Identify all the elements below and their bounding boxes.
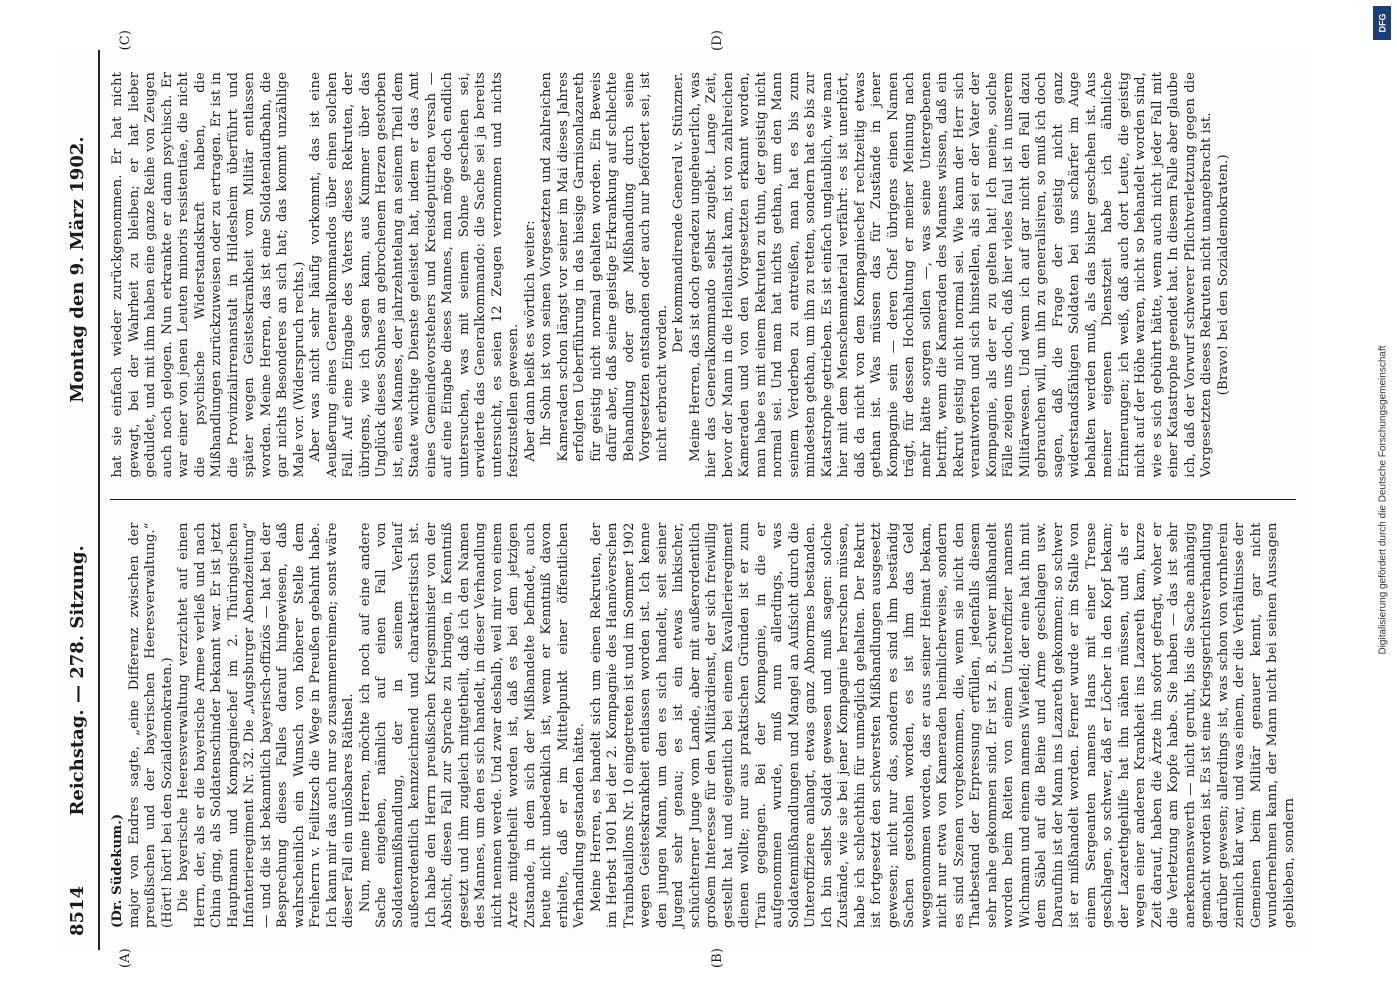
paragraph: Meine Herren, es handelt sich um einen Rekruten, der im Herbst 1901 bei der 2. Kompagnie des Hannöverschen Trainbataillons Nr. 10 eingetreten ist und im Sommer 1902 wegen Geisteskrankheit entlassen worden ist. Ich kenne den jungen Mann, um den es sich handelt, seit seiner Jugend sehr genau; es ist ein etwas linkischer, schüchterner Junge vom Lande, aber mit außerordentlich großem Interesse für den Militärdienst, der sich freiwillig gestellt hat und eigentlich bei einem Kavallerieregiment dienen wollte; nur aus praktischen Gründen ist er zum Train gegangen. Bei der Kompagnie, in die er aufgenommen wurde, muß nun allerdings, was Soldatenmißhandlungen und Mangel an Aufsicht durch die Unteroffiziere anlangt, etwas ganz Abnormes bestanden. Ich bin selbst Soldat gewesen und muß sagen: solche Zustände, wie sie bei jener Kompagnie herrschen müssen, habe ich schlechthin für unmöglich gehalten. Der Rekrut ist fortgesetzt den schwersten Mißhandlungen ausgesetzt gewesen; nicht nur das, sondern es sind ihm beständig Sachen gestohlen worden, es ist ihm das Geld weggenommen worden, das er aus seiner Heimat bekam, nicht nur etwa von Kameraden heimlicherweise, sondern es sind Szenen vorgekommen, die, wenn sie nicht den Thatbestand der Erpressung erfüllen, jedenfalls diesem sehr nahe gekommen sind. Er ist z. B. schwer mißhandelt worden beim Reiten von einem Unteroffizier namens Wichmann und einem namens Wiefeld; der eine hat ihn mit dem Säbel auf die Beine und Arme geschlagen usw. Daraufhin ist der Mann ins Lazareth gekommen; so schwer ist er mißhandelt worden. Ferner wurde er im Stalle von einem Sergeanten namens Hans mit einer Trense geschlagen, so schwer, daß er Löcher in den Kopf bekam; der Lazarethgehilfe hat ihn nähen müssen, und als er wegen einer anderen Krankheit ins Lazareth kam, kurze Zeit darauf, haben die Ärzte ihn sofort gefragt, woher er die Verletzung am Kopfe habe. Sie haben — das ist sehr anerkennenswerth — nicht geruht, bis die Sache anhängig gemacht worden ist. Es ist eine Kriegsgerichtsverhandlung darüber gewesen; allerdings ist, was schon von vornherein ziemlich klar war, und was einem, der die Verhältnisse der Gemeinen beim Militär genauer kennt, gar nicht wundernehmen kann, der Mann nicht bei seinen Aussagen geblieben, sondern	[588, 522, 1296, 928]
margin-mark-a: (A)	[117, 948, 133, 968]
column-left	[109, 501, 1296, 968]
signature-line: Der kommandirende General v. Stünzner.	[670, 72, 686, 353]
session-date: Montag den 9. März 1902.	[66, 136, 87, 403]
digitization-credit: Digitalisierung gefördert durch die Deutsche Forschungsgemeinschaft	[1377, 345, 1389, 655]
paragraph: major von Endres sagte, „eine Differenz zwischen der preußischen und der bayerischen Heeresverwaltung.“ (Hört! hört! bei den Sozialdemokraten.)	[126, 522, 174, 928]
margin-mark-b: (B)	[709, 948, 725, 968]
applause-note: (Bravo! bei den Sozialdemokraten.)	[1215, 154, 1230, 396]
quoted-paragraph: Ihr Sohn ist von seinen Vorgesetzten und zahlreichen Kameraden schon längst vor seiner im Mai dieses Jahres erfolgten Ueberführung in das hiesige Garnisonlazareth für geistig nicht normal gehalten worden. Ein Beweis dafür aber, daß seine geistige Erkrankung auf schlechte Behandlung oder gar Mißhandlung durch seine Vorgesetzten entstanden oder auch nur befördert sei, ist nicht erbracht worden.	[538, 72, 669, 462]
page-number: 8514	[66, 885, 87, 936]
paragraph: Die bayerische Heeresverwaltung verzichtet auf einen Herrn, der, als er die bayerische Armee verließ und nach China ging, als Soldatenschinder bekannt war. Er ist jetzt Hauptmann und Kompagniechef im 2. Thüringischen Infanterieregiment Nr. 32. Die „Augsburger Abendzeitung“ — und die ist bekanntlich bayerisch-offiziös — hat bei der Besprechung dieses Falles darauf hingewiesen, daß wahrscheinlich ein Wunsch von höherer Stelle dem Freiherrn v. Feilitzsch die Wege in Preußen gebahnt habe. Ich kann mir das auch nur so zusammenreimen; sonst wäre dieser Fall ein unlösbares Räthsel.	[175, 522, 356, 928]
paragraph: Aber was nicht sehr häufig vorkommt, das ist eine Aeußerung eines Generalkommandos über einen solchen Fall. Auf eine Eingabe des Vaters dieses Rekruten, der übrigens, wie ich sagen kann, aus Kummer über das Unglück dieses Sohnes an gebrochenem Herzen gestorben ist, eines Mannes, der jahrzehntelang an seinem Theil dem Staate wichtige Dienste geleistet hat, indem er das Amt eines Gemeindevorstehers und Kreisdeputirten versah — auf eine Eingabe dieses Mannes, man möge doch endlich untersuchen, was mit seinem Sohne geschehen sei, erwiderte das Generalkommando: die Sache sei ja bereits untersucht, es seien 12 Zeugen vernommen und nichts festzustellen gewesen.	[307, 72, 521, 478]
dfg-logo: DFG	[1373, 6, 1391, 40]
column-right	[109, 30, 1296, 500]
text-columns	[109, 30, 1296, 968]
margin-mark-c: (C)	[117, 30, 133, 51]
paragraph: hat sie einfach wieder zurückgenommen. Er hat nicht gewagt, bei der Wahrheit zu bleiben; er hat lieber geduldet, und mit ihm haben eine ganze Reihe von Zeugen auch noch gelogen. Nun erkrankte er dann psychisch. Er war einer von jenen Leuten minoris resistentiae, die nicht die psychische Widerstandskraft haben, die Mißhandlungen zurückzuweisen oder zu ertragen. Er ist in die Provinzialirrenanstalt in Hildesheim überführt und später wegen Geisteskrankheit vom Militär entlassen worden. Meine Herren, das ist eine Soldatenlaufbahn, die gar nichts Besonderes an sich hat; das kommt unzählige Male vor. (Widerspruch rechts.)	[109, 72, 306, 478]
paragraph: Nun, meine Herren, möchte ich noch auf eine andere Sache eingehen, nämlich auf einen Fall von Soldatenmißhandlung, der in seinem Verlauf außerordentlich kennzeichnend und charakteristisch ist. Ich habe den Herrn preußischen Kriegsminister von der Absicht, diesen Fall zur Sprache zu bringen, in Kenntniß gesetzt und ihm zugleich mitgetheilt, daß ich den Namen des Mannes, um den es sich handelt, in dieser Verhandlung nicht nennen werde. Und zwar deshalb, weil mir von einem Arzte mitgetheilt worden ist, daß es bei dem jetzigen Zustande, in dem sich der Mißhandelte befindet, auch heute nicht unbedenklich ist, wenn er Kenntniß davon erhielte, daß er im Mittelpunkt einer öffentlichen Verhandlung gestanden hätte.	[357, 522, 587, 928]
speaker-label: (Dr. Südekum.)	[109, 813, 125, 928]
paragraph: Meine Herren, das ist doch geradezu ungeheuerlich, was hier das Generalkommando selbst zugiebt. Lange Zeit, bevor der Mann in die Heilanstalt kam, ist von zahlreichen Kameraden und von den Vorgesetzten erkannt worden, man habe es mit einem Rekruten zu thun, der geistig nicht normal sei. Und man hat nichts gethan, um den Mann seinem Verderben zu entreißen, man hat es bis zum mindesten gethan, um ihn zu retten, sondern hat es bis zur Katastrophe getrieben. Es ist einfach unglaublich, wie man hier mit dem Menschenmaterial verfährt: es ist unerhört, daß da nicht von dem Kompagniechef rechtzeitig etwas gethan ist. Was müssen das für Zustände in jener Kompagnie sein — deren Chef übrigens einen Namen trägt, für dessen Hochhaltung er meiner Meinung nach mehr hätte sorgen sollen —, was seine Untergebenen betrifft, wenn die Kameraden des Mannes wissen, daß ein Rekrut geistig nicht normal sei. Wie kann der Herr sich verantworten und sich hinstellen, als sei er der Vater der Kompagnie, als der er zu gelten hat! Ich meine, solche Fälle zeigen uns doch, daß hier vieles faul ist in unserem Militärwesen. Und wenn ich auf gar nicht den Fall dazu gebrauchen will, um ihn zu generalisiren, so muß ich doch sagen, daß die Frage der geistig nicht ganz widerstandsfähigen Soldaten bei uns schärfer im Auge behalten werden muß, als das bisher geschehen ist. Aus meiner eigenen Dienstzeit habe ich ähnliche Erinnerungen; ich weiß, daß auch dort Leute, die geistig nicht auf der Höhe waren, nicht so behandelt worden sind, wie es sich gebührt hätte, wenn auch nicht jeder Fall mit einer Katastrophe geendet hat. In diesem Falle aber glaube ich, daß der Vorwurf schwerer Pflichtverletzung gegen die Vorgesetzten dieses Rekruten nicht unangebracht ist.	[687, 72, 1214, 478]
margin-mark-d: (D)	[709, 30, 725, 51]
paragraph: Aber dann heißt es wörtlich weiter:	[522, 220, 537, 462]
rotated-page	[56, 30, 1306, 968]
session-title: Reichstag. — 278. Sitzung.	[66, 545, 87, 816]
page-header	[56, 50, 100, 950]
